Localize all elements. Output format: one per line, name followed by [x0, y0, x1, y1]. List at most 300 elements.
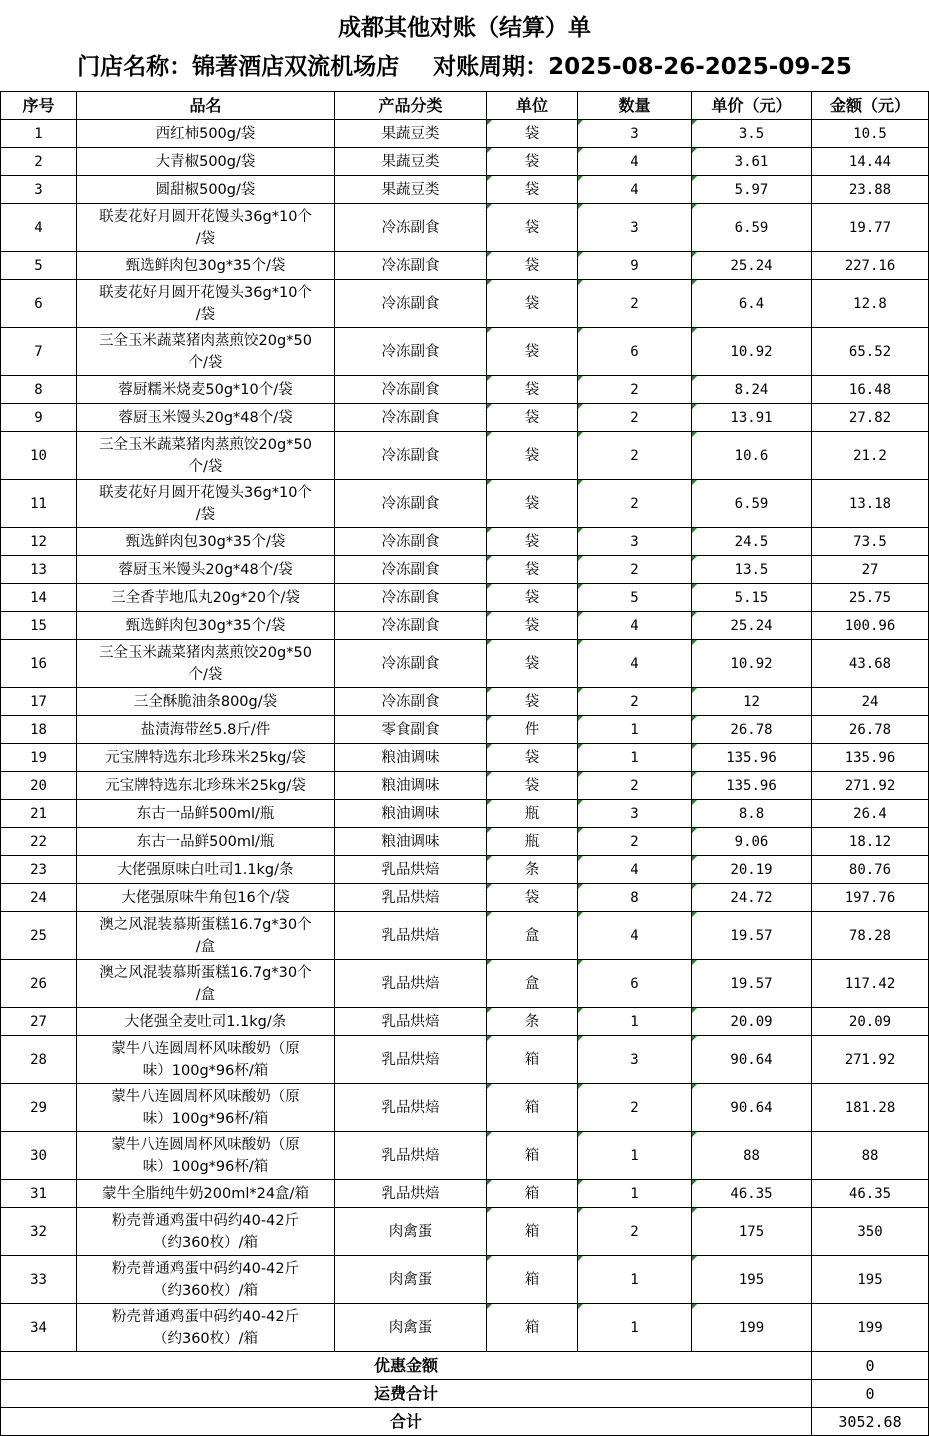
cell-category: 乳品烘焙 [335, 884, 487, 912]
cell-unit: 盒 [487, 960, 578, 1008]
cell-name [77, 252, 335, 280]
cell-no: 29 [1, 1084, 77, 1132]
col-header-no: 序号 [1, 92, 77, 120]
cell-no: 15 [1, 612, 77, 640]
cell-unit: 袋 [487, 612, 578, 640]
cell-category: 粮油调味 [335, 800, 487, 828]
table-row [1, 120, 929, 148]
cell-amount: 100.96 [812, 612, 929, 640]
table-row [1, 404, 929, 432]
cell-unit: 件 [487, 716, 578, 744]
table-row [1, 612, 929, 640]
cell-name [77, 120, 335, 148]
table-row [1, 1008, 929, 1036]
cell-category: 冷冻副食 [335, 204, 487, 252]
shipping-row [1, 1380, 929, 1408]
cell-name [77, 148, 335, 176]
summary-section [1, 1352, 929, 1436]
cell-unit: 条 [487, 1008, 578, 1036]
cell-unit: 袋 [487, 480, 578, 528]
product-name-line: 个/袋 [188, 666, 223, 683]
cell-qty: 2 [578, 404, 692, 432]
cell-category: 粮油调味 [335, 828, 487, 856]
cell-category: 肉禽蛋 [335, 1256, 487, 1304]
cell-no: 8 [1, 376, 77, 404]
cell-unit: 袋 [487, 528, 578, 556]
cell-no: 12 [1, 528, 77, 556]
shipping-label: 运费合计 [1, 1380, 812, 1408]
cell-unit: 条 [487, 856, 578, 884]
cell-name [77, 640, 335, 688]
cell-amount: 27.82 [812, 404, 929, 432]
cell-unit: 袋 [487, 884, 578, 912]
product-name-line: 甄选鲜肉包30g*35个/袋 [125, 533, 286, 550]
cell-no: 21 [1, 800, 77, 828]
table-row [1, 432, 929, 480]
cell-category: 冷冻副食 [335, 280, 487, 328]
cell-name [77, 960, 335, 1008]
cell-category: 果蔬豆类 [335, 176, 487, 204]
cell-price: 10.6 [692, 432, 812, 480]
product-name-line: /袋 [195, 230, 216, 247]
cell-name [77, 280, 335, 328]
cell-qty: 2 [578, 688, 692, 716]
cell-price: 175 [692, 1208, 812, 1256]
shipping-value: 0 [812, 1380, 929, 1408]
store-label: 门店名称： [77, 54, 193, 80]
cell-price: 6.59 [692, 480, 812, 528]
cell-name [77, 716, 335, 744]
cell-price: 24.5 [692, 528, 812, 556]
cell-no: 6 [1, 280, 77, 328]
cell-amount: 10.5 [812, 120, 929, 148]
cell-amount: 197.76 [812, 884, 929, 912]
cell-category: 肉禽蛋 [335, 1304, 487, 1352]
cell-category: 冷冻副食 [335, 584, 487, 612]
col-header-category: 产品分类 [335, 92, 487, 120]
cell-price: 10.92 [692, 328, 812, 376]
table-row [1, 884, 929, 912]
cell-category: 冷冻副食 [335, 252, 487, 280]
cell-amount: 14.44 [812, 148, 929, 176]
cell-no: 17 [1, 688, 77, 716]
cell-no: 27 [1, 1008, 77, 1036]
product-name-line: 蒙牛全脂纯牛奶200ml*24盒/箱 [102, 1185, 309, 1202]
cell-amount: 181.28 [812, 1084, 929, 1132]
cell-category: 粮油调味 [335, 772, 487, 800]
product-name-line: 蓉厨玉米馒头20g*48个/袋 [118, 409, 293, 426]
product-name-line: 大青椒500g/袋 [155, 153, 256, 170]
page-title: 成都其他对账（结算）单 [338, 15, 591, 41]
cell-category: 乳品烘焙 [335, 1008, 487, 1036]
cell-amount: 195 [812, 1256, 929, 1304]
cell-qty: 2 [578, 280, 692, 328]
cell-unit: 袋 [487, 556, 578, 584]
table-row [1, 1304, 929, 1352]
cell-amount: 18.12 [812, 828, 929, 856]
cell-qty: 4 [578, 612, 692, 640]
product-name-line: 粉壳普通鸡蛋中码约40-42斤 [111, 1212, 300, 1229]
cell-price: 20.09 [692, 1008, 812, 1036]
cell-category: 冷冻副食 [335, 528, 487, 556]
cell-category: 乳品烘焙 [335, 856, 487, 884]
table-row [1, 772, 929, 800]
cell-unit: 箱 [487, 1036, 578, 1084]
cell-no: 28 [1, 1036, 77, 1084]
cell-name [77, 432, 335, 480]
cell-no: 20 [1, 772, 77, 800]
cell-amount: 227.16 [812, 252, 929, 280]
cell-qty: 4 [578, 148, 692, 176]
cell-qty: 2 [578, 376, 692, 404]
cell-name [77, 556, 335, 584]
cell-category: 冷冻副食 [335, 432, 487, 480]
table-row [1, 528, 929, 556]
cell-name [77, 688, 335, 716]
cell-qty: 3 [578, 528, 692, 556]
cell-category: 果蔬豆类 [335, 148, 487, 176]
col-header-price: 单价（元） [692, 92, 812, 120]
cell-name [77, 376, 335, 404]
cell-no: 1 [1, 120, 77, 148]
cell-amount: 65.52 [812, 328, 929, 376]
cell-amount: 78.28 [812, 912, 929, 960]
cell-price: 26.78 [692, 716, 812, 744]
cell-price: 90.64 [692, 1084, 812, 1132]
cell-qty: 3 [578, 800, 692, 828]
cell-amount: 117.42 [812, 960, 929, 1008]
product-name-line: 三全玉米蔬菜猪肉蒸煎饺20g*50 [99, 644, 312, 661]
cell-no: 19 [1, 744, 77, 772]
cell-unit: 瓶 [487, 800, 578, 828]
table-row [1, 204, 929, 252]
cell-price: 25.24 [692, 612, 812, 640]
cell-no: 33 [1, 1256, 77, 1304]
product-name-line: 粉壳普通鸡蛋中码约40-42斤 [111, 1260, 300, 1277]
cell-amount: 43.68 [812, 640, 929, 688]
cell-name [77, 884, 335, 912]
cell-category: 乳品烘焙 [335, 960, 487, 1008]
cell-qty: 5 [578, 584, 692, 612]
cell-qty: 2 [578, 432, 692, 480]
product-name-line: 大佬强原味牛角包16个/袋 [121, 889, 290, 906]
cell-price: 8.24 [692, 376, 812, 404]
cell-unit: 箱 [487, 1180, 578, 1208]
cell-no: 10 [1, 432, 77, 480]
cell-category: 乳品烘焙 [335, 1132, 487, 1180]
table-row [1, 1132, 929, 1180]
cell-unit: 袋 [487, 204, 578, 252]
header-row [1, 92, 929, 120]
table-row [1, 584, 929, 612]
cell-amount: 21.2 [812, 432, 929, 480]
cell-amount: 26.78 [812, 716, 929, 744]
cell-name [77, 612, 335, 640]
cell-qty: 6 [578, 328, 692, 376]
cell-price: 19.57 [692, 960, 812, 1008]
product-name-line: 联麦花好月圆开花馒头36g*10个 [99, 484, 312, 501]
cell-qty: 2 [578, 480, 692, 528]
cell-amount: 271.92 [812, 1036, 929, 1084]
product-name-line: 三全玉米蔬菜猪肉蒸煎饺20g*50 [99, 332, 312, 349]
cell-qty: 1 [578, 1304, 692, 1352]
cell-qty: 3 [578, 120, 692, 148]
product-name-line: 甄选鲜肉包30g*35个/袋 [125, 617, 286, 634]
product-name-line: 联麦花好月圆开花馒头36g*10个 [99, 208, 312, 225]
cell-price: 135.96 [692, 744, 812, 772]
cell-category: 冷冻副食 [335, 556, 487, 584]
cell-name [77, 772, 335, 800]
cell-qty: 2 [578, 828, 692, 856]
cell-name [77, 176, 335, 204]
store-name: 锦著酒店双流机场店 [192, 54, 400, 80]
product-name-line: 澳之风混装慕斯蛋糕16.7g*30个 [99, 916, 312, 933]
table-row [1, 1036, 929, 1084]
cell-name [77, 404, 335, 432]
table-row [1, 480, 929, 528]
cell-amount: 199 [812, 1304, 929, 1352]
cell-unit: 箱 [487, 1084, 578, 1132]
cell-price: 13.91 [692, 404, 812, 432]
table-row [1, 148, 929, 176]
product-name-line: （约360枚）/箱 [152, 1234, 259, 1251]
total-label: 合计 [1, 1408, 812, 1436]
cell-category: 冷冻副食 [335, 328, 487, 376]
product-name-line: 个/袋 [188, 354, 223, 371]
product-name-line: 蒙牛八连圆周杯风味酸奶（原 [111, 1136, 300, 1153]
cell-amount: 73.5 [812, 528, 929, 556]
col-header-unit: 单位 [487, 92, 578, 120]
cell-unit: 箱 [487, 1132, 578, 1180]
cell-no: 22 [1, 828, 77, 856]
table-row [1, 328, 929, 376]
cell-price: 24.72 [692, 884, 812, 912]
cell-price: 88 [692, 1132, 812, 1180]
col-header-name: 品名 [77, 92, 335, 120]
product-name-line: /袋 [195, 306, 216, 323]
cell-no: 32 [1, 1208, 77, 1256]
cell-amount: 13.18 [812, 480, 929, 528]
cell-name [77, 828, 335, 856]
cell-unit: 袋 [487, 640, 578, 688]
cell-amount: 26.4 [812, 800, 929, 828]
cell-no: 23 [1, 856, 77, 884]
cell-price: 9.06 [692, 828, 812, 856]
col-header-amount: 金额（元） [812, 92, 929, 120]
product-name-line: 三全酥脆油条800g/袋 [133, 693, 278, 710]
statement-table [0, 91, 929, 1436]
cell-qty: 6 [578, 960, 692, 1008]
table-row [1, 912, 929, 960]
discount-row [1, 1352, 929, 1380]
product-name-line: 圆甜椒500g/袋 [155, 181, 256, 198]
cell-price: 3.61 [692, 148, 812, 176]
cell-unit: 袋 [487, 744, 578, 772]
cell-price: 195 [692, 1256, 812, 1304]
cell-name [77, 528, 335, 556]
cell-price: 8.8 [692, 800, 812, 828]
table-row [1, 828, 929, 856]
cell-price: 5.15 [692, 584, 812, 612]
cell-name [77, 1008, 335, 1036]
product-name-line: 蓉厨玉米馒头20g*48个/袋 [118, 561, 293, 578]
cell-amount: 20.09 [812, 1008, 929, 1036]
cell-price: 10.92 [692, 640, 812, 688]
cell-amount: 271.92 [812, 772, 929, 800]
product-name-line: 大佬强原味白吐司1.1kg/条 [117, 861, 294, 878]
cell-category: 肉禽蛋 [335, 1208, 487, 1256]
cell-category: 零食副食 [335, 716, 487, 744]
product-name-line: 味）100g*96杯/箱 [142, 1062, 269, 1079]
cell-no: 13 [1, 556, 77, 584]
cell-qty: 4 [578, 176, 692, 204]
table-row [1, 1256, 929, 1304]
cell-amount: 27 [812, 556, 929, 584]
cell-qty: 3 [578, 204, 692, 252]
cell-category: 果蔬豆类 [335, 120, 487, 148]
cell-unit: 袋 [487, 176, 578, 204]
cell-price: 25.24 [692, 252, 812, 280]
product-name-line: /盒 [195, 986, 216, 1003]
cell-no: 34 [1, 1304, 77, 1352]
cell-unit: 袋 [487, 120, 578, 148]
product-name-line: /盒 [195, 938, 216, 955]
cell-price: 3.5 [692, 120, 812, 148]
discount-value: 0 [812, 1352, 929, 1380]
cell-price: 6.59 [692, 204, 812, 252]
cell-unit: 袋 [487, 584, 578, 612]
cell-name [77, 1208, 335, 1256]
cell-category: 乳品烘焙 [335, 1036, 487, 1084]
product-name-line: （约360枚）/箱 [152, 1282, 259, 1299]
col-header-qty: 数量 [578, 92, 692, 120]
cell-price: 20.19 [692, 856, 812, 884]
cell-unit: 袋 [487, 688, 578, 716]
cell-unit: 袋 [487, 404, 578, 432]
cell-category: 冷冻副食 [335, 688, 487, 716]
cell-name [77, 1084, 335, 1132]
cell-price: 19.57 [692, 912, 812, 960]
cell-no: 9 [1, 404, 77, 432]
table-row [1, 800, 929, 828]
cell-price: 5.97 [692, 176, 812, 204]
cell-no: 14 [1, 584, 77, 612]
cell-qty: 1 [578, 1256, 692, 1304]
product-name-line: 味）100g*96杯/箱 [142, 1110, 269, 1127]
cell-qty: 2 [578, 772, 692, 800]
product-name-line: 三全香芋地瓜丸20g*20个/袋 [111, 589, 300, 606]
cell-amount: 46.35 [812, 1180, 929, 1208]
product-name-line: 个/袋 [188, 458, 223, 475]
product-name-line: 盐渍海带丝5.8斤/件 [140, 721, 271, 738]
cell-no: 31 [1, 1180, 77, 1208]
cell-unit: 箱 [487, 1256, 578, 1304]
product-name-line: 东古一品鲜500ml/瓶 [136, 805, 275, 822]
table-row [1, 688, 929, 716]
cell-amount: 350 [812, 1208, 929, 1256]
cell-amount: 12.8 [812, 280, 929, 328]
table-body [1, 120, 929, 1352]
cell-unit: 袋 [487, 432, 578, 480]
cell-name [77, 912, 335, 960]
cell-qty: 1 [578, 744, 692, 772]
product-name-line: 澳之风混装慕斯蛋糕16.7g*30个 [99, 964, 312, 981]
cell-unit: 瓶 [487, 828, 578, 856]
cell-qty: 2 [578, 556, 692, 584]
product-name-line: 大佬强全麦吐司1.1kg/条 [124, 1013, 287, 1030]
table-row [1, 744, 929, 772]
cell-amount: 80.76 [812, 856, 929, 884]
cell-qty: 3 [578, 1036, 692, 1084]
cell-name [77, 480, 335, 528]
product-name-line: 西红柿500g/袋 [155, 125, 256, 142]
cell-no: 2 [1, 148, 77, 176]
cell-qty: 9 [578, 252, 692, 280]
cell-qty: 4 [578, 912, 692, 960]
period-value: 2025-08-26-2025-09-25 [548, 54, 852, 80]
cell-qty: 4 [578, 856, 692, 884]
cell-unit: 箱 [487, 1304, 578, 1352]
table-row [1, 176, 929, 204]
cell-amount: 19.77 [812, 204, 929, 252]
cell-category: 乳品烘焙 [335, 1084, 487, 1132]
cell-qty: 4 [578, 640, 692, 688]
cell-qty: 1 [578, 1132, 692, 1180]
table-row [1, 252, 929, 280]
cell-amount: 23.88 [812, 176, 929, 204]
product-name-line: 联麦花好月圆开花馒头36g*10个 [99, 284, 312, 301]
cell-unit: 袋 [487, 252, 578, 280]
cell-unit: 盒 [487, 912, 578, 960]
product-name-line: （约360枚）/箱 [152, 1330, 259, 1347]
cell-name [77, 1132, 335, 1180]
table-row [1, 376, 929, 404]
cell-amount: 16.48 [812, 376, 929, 404]
cell-unit: 袋 [487, 772, 578, 800]
total-value: 3052.68 [812, 1408, 929, 1436]
cell-name [77, 744, 335, 772]
cell-no: 7 [1, 328, 77, 376]
cell-price: 13.5 [692, 556, 812, 584]
cell-name [77, 856, 335, 884]
cell-category: 冷冻副食 [335, 480, 487, 528]
product-name-line: 味）100g*96杯/箱 [142, 1158, 269, 1175]
cell-name [77, 800, 335, 828]
discount-label: 优惠金额 [1, 1352, 812, 1380]
table-row [1, 960, 929, 1008]
table-row [1, 640, 929, 688]
cell-category: 粮油调味 [335, 744, 487, 772]
cell-qty: 1 [578, 716, 692, 744]
cell-amount: 24 [812, 688, 929, 716]
cell-unit: 袋 [487, 376, 578, 404]
cell-no: 3 [1, 176, 77, 204]
cell-unit: 袋 [487, 148, 578, 176]
cell-unit: 袋 [487, 280, 578, 328]
cell-price: 12 [692, 688, 812, 716]
cell-no: 18 [1, 716, 77, 744]
cell-qty: 8 [578, 884, 692, 912]
cell-no: 5 [1, 252, 77, 280]
statement-info [0, 49, 929, 85]
table-row [1, 856, 929, 884]
cell-unit: 箱 [487, 1208, 578, 1256]
cell-category: 冷冻副食 [335, 376, 487, 404]
cell-category: 冷冻副食 [335, 640, 487, 688]
cell-price: 90.64 [692, 1036, 812, 1084]
cell-no: 30 [1, 1132, 77, 1180]
cell-amount: 88 [812, 1132, 929, 1180]
